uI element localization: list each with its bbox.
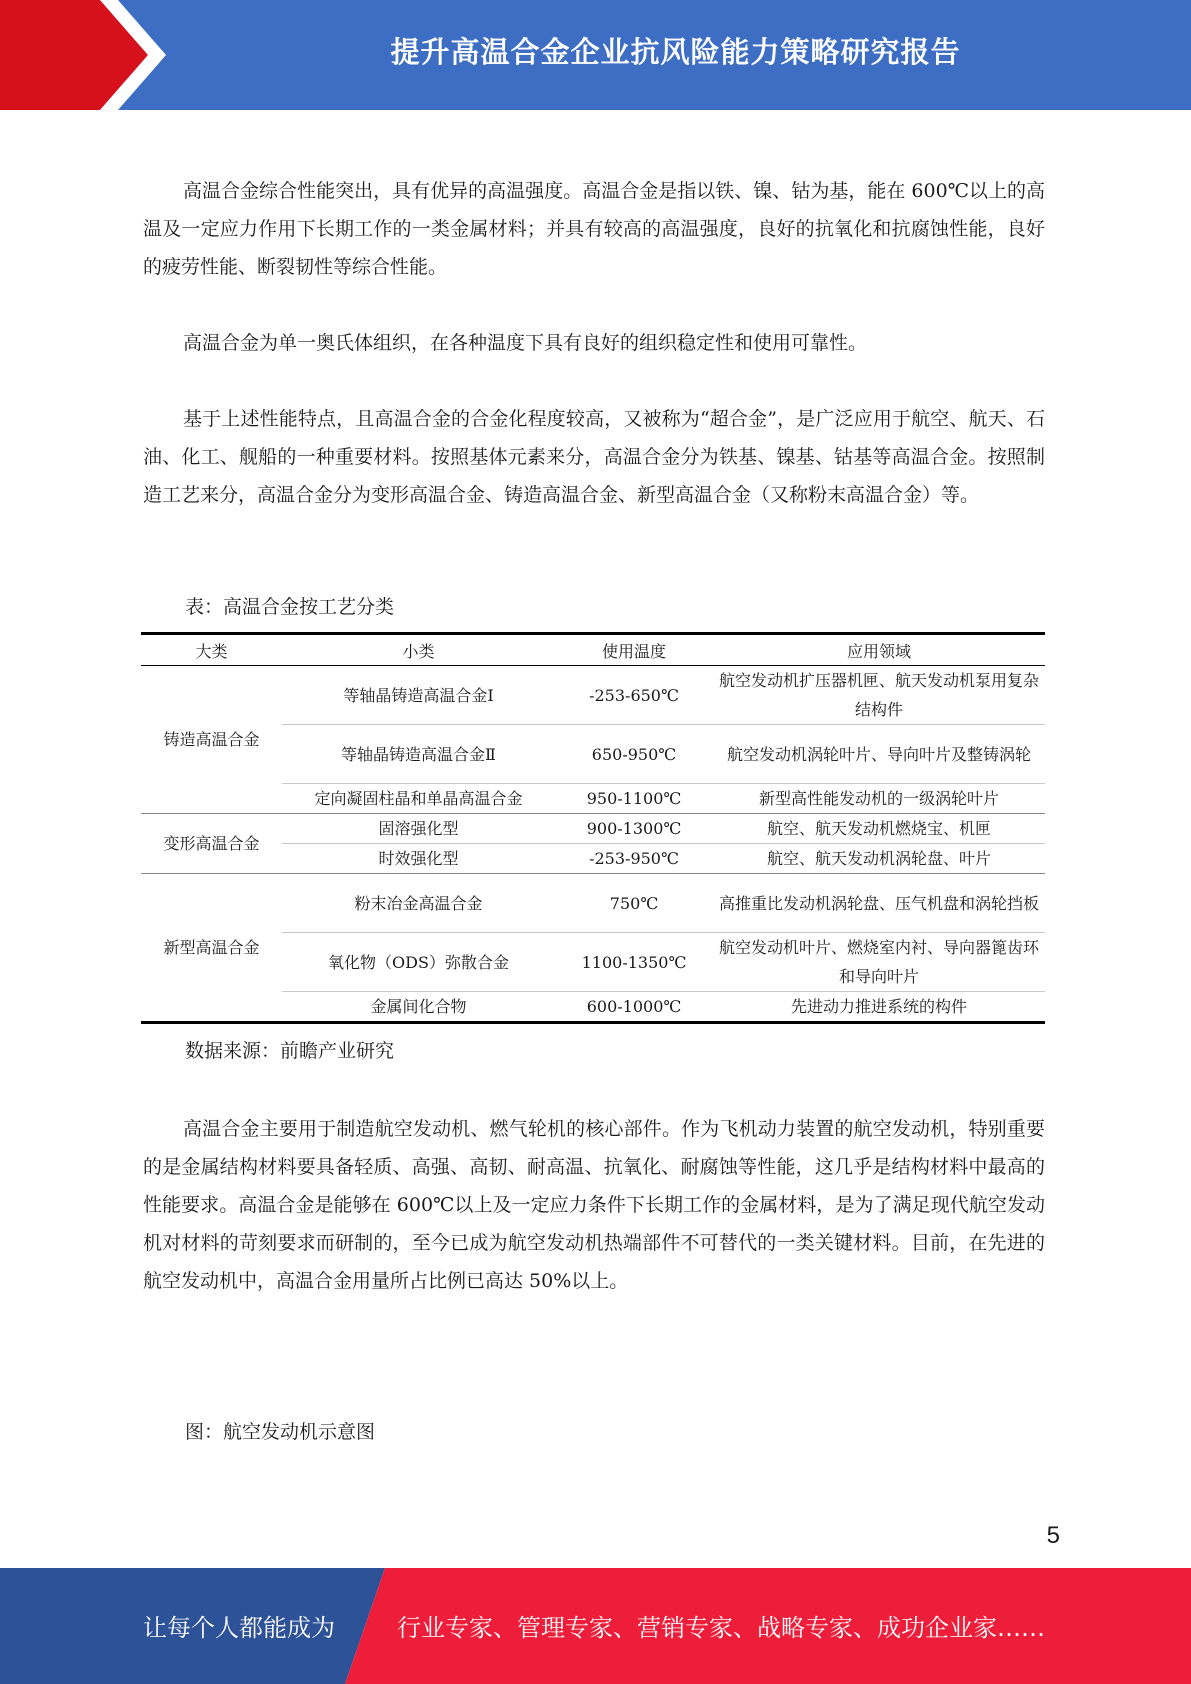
subcategory-cell: 金属间化合物	[370, 997, 467, 1016]
header-subcategory: 小类	[282, 634, 555, 666]
temperature-cell: 950-1100℃	[555, 784, 713, 814]
application-cell: 航空发动机涡轮叶片、导向叶片及整铸涡轮	[713, 725, 1045, 784]
table-source: 数据来源：前瞻产业研究	[185, 1040, 395, 1062]
subcategory-cell: 氧化物（ODS）弥散合金	[282, 933, 555, 992]
subcategory-cell: 等轴晶铸造高温合金Ⅱ	[282, 725, 555, 784]
table-row	[141, 666, 1045, 725]
header-application: 应用领域	[713, 634, 1045, 666]
category-cell: 铸造高温合金	[141, 666, 282, 814]
temperature-cell: -253-650℃	[555, 666, 713, 725]
figure-caption: 图：航空发动机示意图	[185, 1421, 376, 1443]
alloy-classification-table	[141, 632, 1045, 1024]
body-text-2	[143, 1110, 1045, 1300]
category-cell: 变形高温合金	[141, 814, 282, 874]
footer-slogan-left: 让每个人都能成为	[143, 1614, 335, 1642]
application-cell: 先进动力推进系统的构件	[790, 997, 967, 1016]
subcategory-cell: 等轴晶铸造高温合金Ⅰ	[282, 666, 555, 725]
application-cell: 航空发动机叶片、燃烧室内衬、导向器篦齿环和导向叶片	[713, 933, 1045, 992]
temperature-cell: 600-1000℃	[586, 997, 682, 1016]
subcategory-cell: 时效强化型	[282, 844, 555, 874]
paragraph-4: 高温合金主要用于制造航空发动机、燃气轮机的核心部件。作为飞机动力装置的航空发动机，特别重要的是金属结构材料要具备轻质、高强、高韧、耐高温、抗氧化、耐腐蚀等性能，这几乎是结构材料中最高的性能要求。高温合金是能够在 600℃以上及一定应力条件下长期工作的金属材料，是为了满足现代航空发动机对材料的苛刻要求而研制的，至今已成为航空发动机热端部件不可替代的一类关键材料。目前，在先进的航空发动机中，高温合金用量所占比例已高达 50%以上。	[143, 1118, 1045, 1292]
temperature-cell: 900-1300℃	[555, 814, 713, 844]
table-row	[141, 874, 1045, 933]
footer-slogan-right: 行业专家、管理专家、营销专家、战略专家、成功企业家……	[397, 1614, 1045, 1642]
table-caption: 表：高温合金按工艺分类	[185, 596, 395, 618]
paragraph-3: 基于上述性能特点，且高温合金的合金化程度较高，又被称为“超合金”，是广泛应用于航空、航天、石油、化工、舰船的一种重要材料。按照基体元素来分，高温合金分为铁基、镍基、钴基等高温合金。按照制造工艺来分，高温合金分为变形高温合金、铸造高温合金、新型高温合金（又称粉末高温合金）等。	[143, 408, 1045, 506]
temperature-cell: 750℃	[555, 874, 713, 933]
report-title: 提升高温合金企业抗风险能力策略研究报告	[390, 35, 961, 69]
temperature-cell: 1100-1350℃	[555, 933, 713, 992]
header-category: 大类	[141, 634, 282, 666]
table-row	[141, 814, 1045, 844]
temperature-cell: -253-950℃	[555, 844, 713, 874]
application-cell: 高推重比发动机涡轮盘、压气机盘和涡轮挡板	[713, 874, 1045, 933]
application-cell: 航空、航天发动机燃烧宝、机匣	[713, 814, 1045, 844]
temperature-cell: 650-950℃	[555, 725, 713, 784]
subcategory-cell: 定向凝固柱晶和单晶高温合金	[282, 784, 555, 814]
paragraph-1: 高温合金综合性能突出，具有优异的高温强度。高温合金是指以铁、镍、钴为基，能在 600℃以上的高温及一定应力作用下长期工作的一类金属材料；并具有较高的高温强度，良好的抗氧化和抗腐蚀性能，良好的疲劳性能、断裂韧性等综合性能。	[143, 180, 1045, 278]
footer-banner	[0, 1568, 1191, 1684]
subcategory-cell: 粉末冶金高温合金	[282, 874, 555, 933]
subcategory-cell: 固溶强化型	[282, 814, 555, 844]
page-number: 5	[1046, 1522, 1060, 1549]
paragraph-2: 高温合金为单一奥氏体组织，在各种温度下具有良好的组织稳定性和使用可靠性。	[183, 332, 868, 354]
table-header-row	[141, 634, 1045, 666]
application-cell: 航空、航天发动机涡轮盘、叶片	[713, 844, 1045, 874]
header-banner	[0, 0, 1191, 110]
application-cell: 新型高性能发动机的一级涡轮叶片	[713, 784, 1045, 814]
category-cell: 新型高温合金	[141, 874, 282, 1023]
application-cell: 航空发动机扩压器机匣、航天发动机泵用复杂结构件	[713, 666, 1045, 725]
header-temperature: 使用温度	[555, 634, 713, 666]
